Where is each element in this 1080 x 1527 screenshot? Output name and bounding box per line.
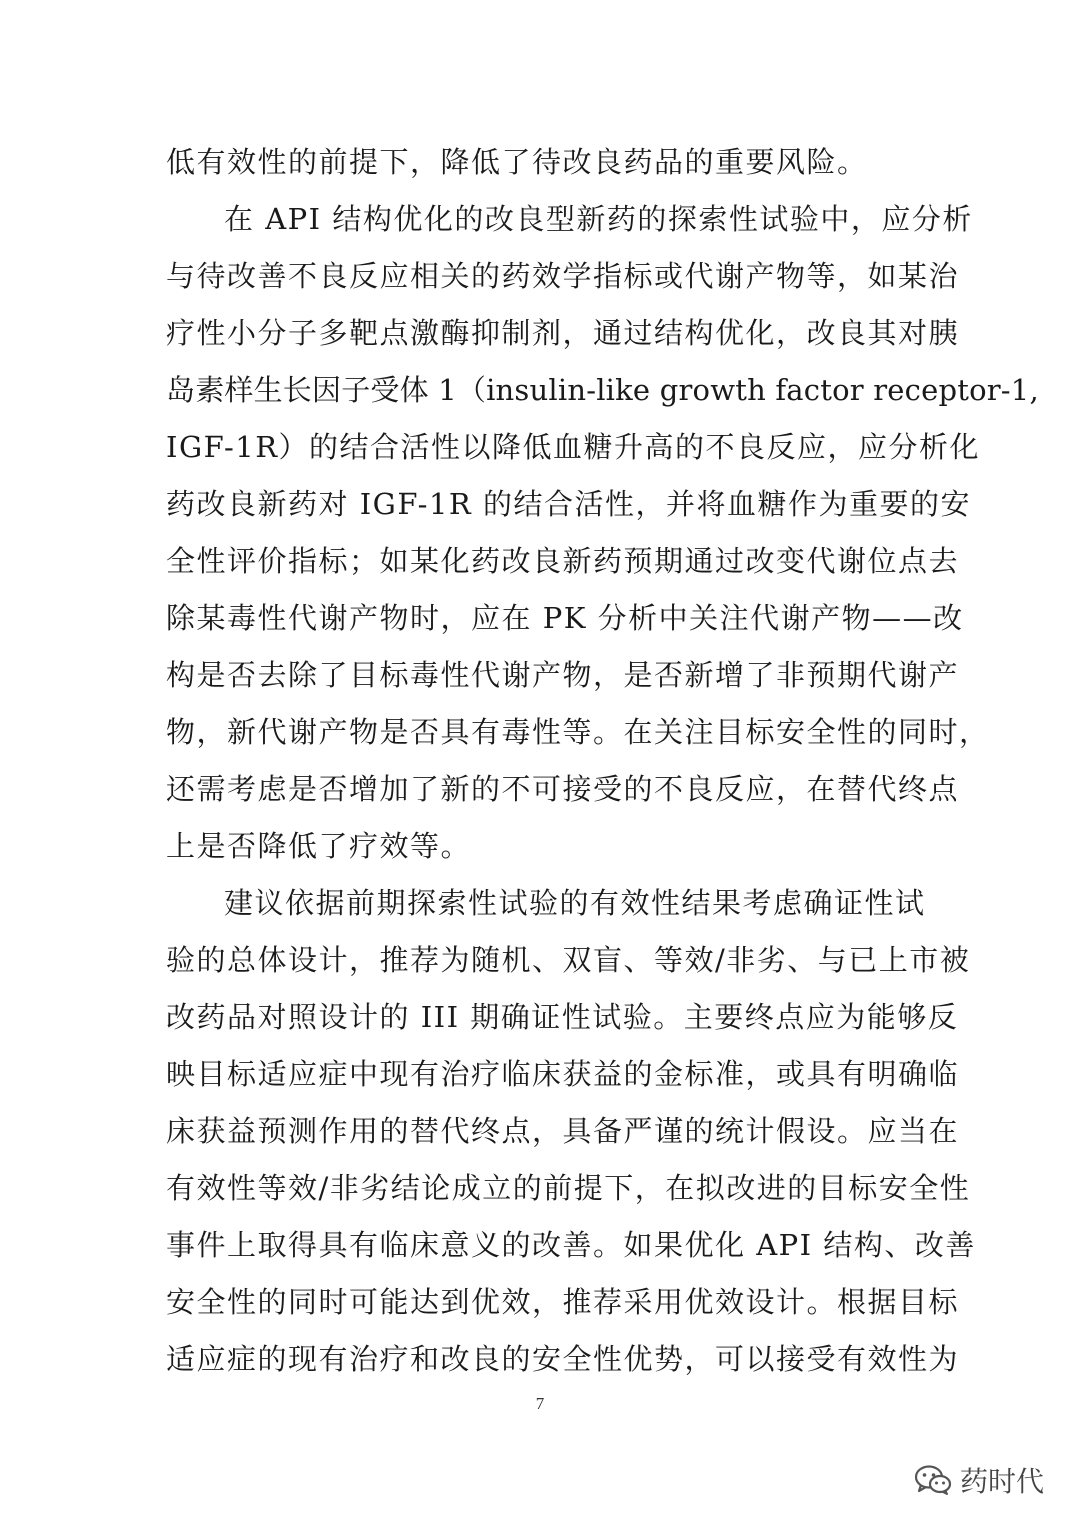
text-line: 映目标适应症中现有治疗临床获益的金标准，或具有明确临 — [166, 1057, 960, 1091]
text-line: 物，新代谢产物是否具有毒性等。在关注目标安全性的同时， — [166, 715, 990, 749]
text-line: IGF-1R）的结合活性以降低血糖升高的不良反应，应分析化 — [166, 430, 981, 464]
text-line: 与待改善不良反应相关的药效学指标或代谢产物等，如某治 — [166, 259, 960, 293]
text-line: 适应症的现有治疗和改良的安全性优势，可以接受有效性为 — [166, 1342, 960, 1376]
paragraph-first-line: 在 API 结构优化的改良型新药的探索性试验中，应分析 — [224, 202, 973, 236]
text-line: 还需考虑是否增加了新的不可接受的不良反应，在替代终点 — [166, 772, 960, 806]
text-line: 安全性的同时可能达到优效，推荐采用优效设计。根据目标 — [166, 1285, 960, 1319]
paragraph-first-line: 建议依据前期探索性试验的有效性结果考虑确证性试 — [224, 886, 926, 920]
text-line: 除某毒性代谢产物时，应在 PK 分析中关注代谢产物——改 — [166, 601, 964, 635]
text-line: 改药品对照设计的 III 期确证性试验。主要终点应为能够反 — [166, 1000, 959, 1034]
text-line: 疗性小分子多靶点激酶抑制剂，通过结构优化，改良其对胰 — [166, 316, 960, 350]
text-line: 验的总体设计，推荐为随机、双盲、等效/非劣、与已上市被 — [166, 943, 971, 977]
watermark-text: 药时代 — [959, 1465, 1044, 1498]
text-line: 事件上取得具有临床意义的改善。如果优化 API 结构、改善 — [166, 1228, 976, 1262]
text-line: 构是否去除了目标毒性代谢产物，是否新增了非预期代谢产 — [166, 658, 960, 692]
text-line: 岛素样生长因子受体 1（insulin-like growth factor receptor-1, — [166, 373, 1039, 407]
text-line: 药改良新药对 IGF-1R 的结合活性，并将血糖作为重要的安 — [166, 487, 971, 521]
text-line: 上是否降低了疗效等。 — [166, 829, 472, 863]
watermark — [914, 1460, 1044, 1500]
text-line: 低有效性的前提下，降低了待改良药品的重要风险。 — [166, 145, 868, 179]
text-line: 有效性等效/非劣结论成立的前提下，在拟改进的目标安全性 — [166, 1171, 971, 1205]
wechat-icon — [914, 1464, 952, 1496]
page-number: 7 — [535, 1394, 545, 1413]
text-line: 床获益预测作用的替代终点，具备严谨的统计假设。应当在 — [166, 1114, 960, 1148]
text-line: 全性评价指标；如某化药改良新药预期通过改变代谢位点去 — [166, 544, 960, 578]
